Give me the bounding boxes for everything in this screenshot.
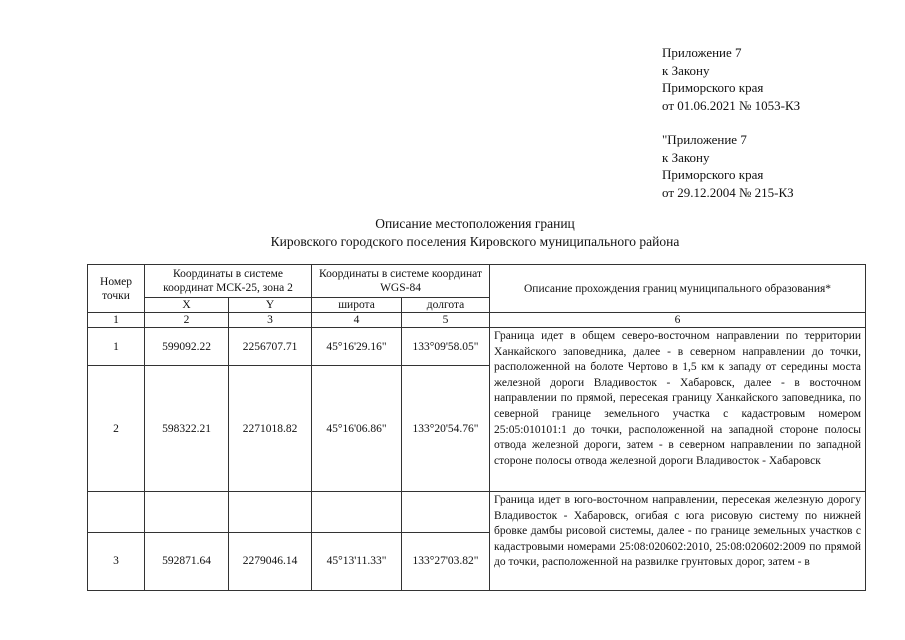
coord-y: 2279046.14 <box>229 532 312 590</box>
coord-latitude: 45°13'11.33" <box>312 532 402 590</box>
table-row <box>88 328 866 366</box>
coord-longitude: 133°20'54.76" <box>402 366 490 492</box>
header-longitude: долгота <box>402 298 490 313</box>
appendix-date: от 01.06.2021 № 1053-КЗ <box>662 97 801 113</box>
appendix-original-reference <box>662 131 794 201</box>
appendix-date: от 29.12.2004 № 215-КЗ <box>662 184 794 200</box>
column-number-4: 4 <box>312 313 402 328</box>
title-line-2: Кировского городского поселения Кировского муниципального района <box>270 234 680 249</box>
header-msk-coordinates: Координаты в системе координат МСК-25, зона 2 <box>145 265 312 298</box>
title-line-1: Описание местоположения границ <box>375 216 575 231</box>
boundary-description: Граница идет в юго-восточном направлении, пересекая железную дорогу Владивосток - Хабаровск, огибая с юга рисовую систему по нижней бровке дамбы рисовой системы, далее - по границе земельных участков с кадастровыми номерами 25:08:020602:2010, 25:08:020602:2009 по прямой до точки, расположенной на развилке грунтовых дорог, затем - в <box>494 494 862 569</box>
appendix-law: к Закону <box>662 149 710 165</box>
boundary-description: Граница идет в общем северо-восточном направлении по территории Ханкайского заповедника, далее - в северном направлении до точки, расположенной на болоте Чертово в 1,5 км к западу от середины моста железной дороги Владивосток - Хабаровск, далее - в восточном направлении по прямой, пересекая границу Ханкайского заповедника, по северной границе земельного участка с кадастровым номером 25:05:010101:1 до точки, расположенной на западной стороне полосы отвода железной дороги, затем - в северном направлении по западной стороне полосы отвода железной дороги Владивосток - Хабаровск <box>490 328 866 492</box>
header-description: Описание прохождения границ муниципального образования* <box>490 265 866 313</box>
header-latitude: широта <box>312 298 402 313</box>
column-number-1: 1 <box>88 313 145 328</box>
column-number-5: 5 <box>402 313 490 328</box>
header-point-number: Номер точки <box>88 265 145 313</box>
coord-longitude: 133°09'58.05" <box>402 328 490 366</box>
header-y: Y <box>229 298 312 313</box>
coord-x: 592871.64 <box>145 532 229 590</box>
coord-latitude: 45°16'06.86" <box>312 366 402 492</box>
header-wgs-coordinates: Координаты в системе координат WGS-84 <box>312 265 490 298</box>
coord-y: 2256707.71 <box>229 328 312 366</box>
coord-longitude: 133°27'03.82" <box>402 532 490 590</box>
coord-x: 598322.21 <box>145 366 229 492</box>
appendix-law: к Закону <box>662 62 710 78</box>
appendix-number: "Приложение 7 <box>662 132 747 147</box>
column-number-6: 6 <box>490 313 866 328</box>
table-row <box>88 492 866 533</box>
appendix-region: Приморского края <box>662 80 764 95</box>
column-number-3: 3 <box>229 313 312 328</box>
appendix-current-reference <box>662 44 800 114</box>
point-number: 2 <box>88 366 145 492</box>
coord-latitude: 45°16'29.16" <box>312 328 402 366</box>
document-title <box>0 215 905 251</box>
column-number-2: 2 <box>145 313 229 328</box>
point-number: 3 <box>88 532 145 590</box>
coord-y: 2271018.82 <box>229 366 312 492</box>
coord-x: 599092.22 <box>145 328 229 366</box>
header-x: X <box>145 298 229 313</box>
appendix-region: Приморского края <box>662 167 764 182</box>
boundary-coordinates-table <box>87 264 866 591</box>
point-number: 1 <box>88 328 145 366</box>
appendix-number: Приложение 7 <box>662 45 742 60</box>
